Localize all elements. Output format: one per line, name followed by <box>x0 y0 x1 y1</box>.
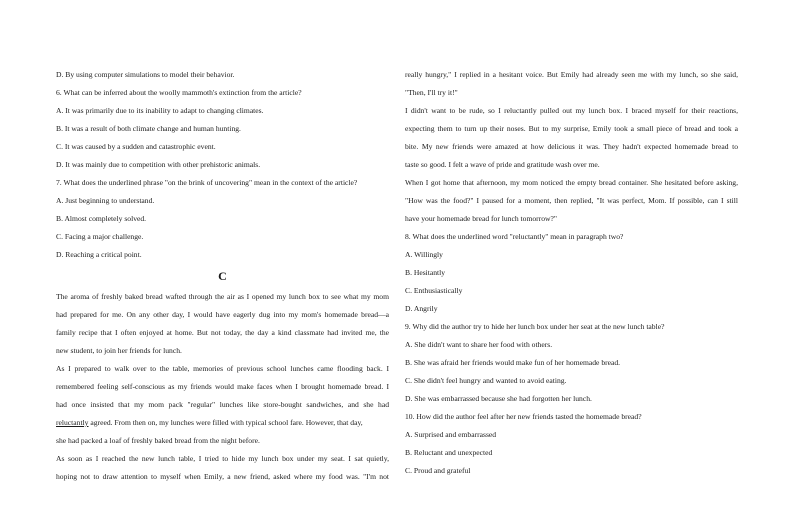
passage-line: family recipe that I often enjoyed at home. But not today, the day a kind classmate had invited me, the <box>56 328 389 337</box>
q10-question: 10. How did the author feel after her new friends tasted the homemade bread? <box>405 412 642 421</box>
passage-line: The aroma of freshly baked bread wafted through the air as I opened my lunch box to see what my mom <box>56 292 389 301</box>
passage-line: taste so good. I felt a wave of pride and gratitude wash over me. <box>405 160 600 169</box>
passage-line-with-underline <box>56 414 389 432</box>
q9-option-b: B. She was afraid her friends would make fun of her homemade bread. <box>405 358 621 367</box>
passage-line: remembered feeling self-conscious as my friends would make faces when I brought homemade bread. I <box>56 382 389 391</box>
q7-option-d: D. Reaching a critical point. <box>56 250 142 259</box>
q7-question: 7. What does the underlined phrase "on the brink of uncovering" mean in the context of the article? <box>56 178 358 187</box>
passage-line: When I got home that afternoon, my mom noticed the empty bread container. She hesitated before asking, <box>405 178 738 187</box>
q5-option-d: D. By using computer simulations to model their behavior. <box>56 70 235 79</box>
q7-option-c: C. Facing a major challenge. <box>56 232 144 241</box>
passage-line: expecting them to turn up their noses. But to my surprise, Emily took a small piece of bread and took a <box>405 124 738 133</box>
q8-option-a: A. Willingly <box>405 250 443 259</box>
passage-line: As I prepared to walk over to the table, memories of previous school lunches came flooding back. I <box>56 364 389 373</box>
passage-line: had once insisted that my mom pack "regular" lunches like store-bought sandwiches, and she had <box>56 400 389 409</box>
q6-option-a: A. It was primarily due to its inability to adapt to changing climates. <box>56 106 264 115</box>
passage-line: I didn't want to be rude, so I reluctantly pulled out my lunch box. I braced myself for their reactions, <box>405 106 738 115</box>
passage-line: new student, to join her friends for lunch. <box>56 346 182 355</box>
passage-line: hoping not to draw attention to myself when Emily, a new friend, asked where my food was. "I'm not <box>56 472 389 481</box>
q9-option-d: D. She was embarrassed because she had forgotten her lunch. <box>405 394 592 403</box>
passage-line: As soon as I reached the new lunch table, I tried to hide my lunch box under my seat. I sat quietly, <box>56 454 389 463</box>
passage-line: "Then, I'll try it!" <box>405 88 458 97</box>
passage-line-rest: agreed. From then on, my lunches were filled with typical school fare. However, that day, <box>90 418 363 427</box>
q7-option-a: A. Just beginning to understand. <box>56 196 155 205</box>
passage-line: she had packed a loaf of freshly baked bread from the night before. <box>56 436 260 445</box>
passage-line: had prepared for me. On any other day, I would have eagerly dug into my mom's homemade bread—a <box>56 310 389 319</box>
passage-line: really hungry," I replied in a hesitant voice. But Emily had already seen me with my lunch, so she said, <box>405 70 738 79</box>
passage-line: have your homemade bread for lunch tomorrow?" <box>405 214 557 223</box>
q6-option-b: B. It was a result of both climate change and human hunting. <box>56 124 241 133</box>
left-column <box>56 66 389 486</box>
q10-option-c: C. Proud and grateful <box>405 466 471 475</box>
q9-option-c: C. She didn't feel hungry and wanted to avoid eating. <box>405 376 567 385</box>
q9-option-a: A. She didn't want to share her food with others. <box>405 340 553 349</box>
passage-line: bite. My new friends were amazed at how delicious it was. They hadn't expected homemade bread to <box>405 142 738 151</box>
q8-option-c: C. Enthusiastically <box>405 286 463 295</box>
q10-option-b: B. Reluctant and unexpected <box>405 448 493 457</box>
q8-option-b: B. Hesitantly <box>405 268 446 277</box>
right-column <box>405 66 738 480</box>
q6-option-d: D. It was mainly due to competition with other prehistoric animals. <box>56 160 261 169</box>
q8-option-d: D. Angrily <box>405 304 438 313</box>
q8-question: 8. What does the underlined word "reluctantly" mean in paragraph two? <box>405 232 624 241</box>
q7-option-b: B. Almost completely solved. <box>56 214 147 223</box>
q6-question: 6. What can be inferred about the woolly mammoth's extinction from the article? <box>56 88 302 97</box>
q6-option-c: C. It was caused by a sudden and catastrophic event. <box>56 142 216 151</box>
q9-question: 9. Why did the author try to hide her lunch box under her seat at the new lunch table? <box>405 322 665 331</box>
underlined-word: reluctantly <box>56 418 89 427</box>
passage-line: "How was the food?" I paused for a moment, then replied, "It was perfect, Mom. If possible, can I still <box>405 196 738 205</box>
section-heading: C <box>218 269 227 283</box>
q10-option-a: A. Surprised and embarrassed <box>405 430 497 439</box>
